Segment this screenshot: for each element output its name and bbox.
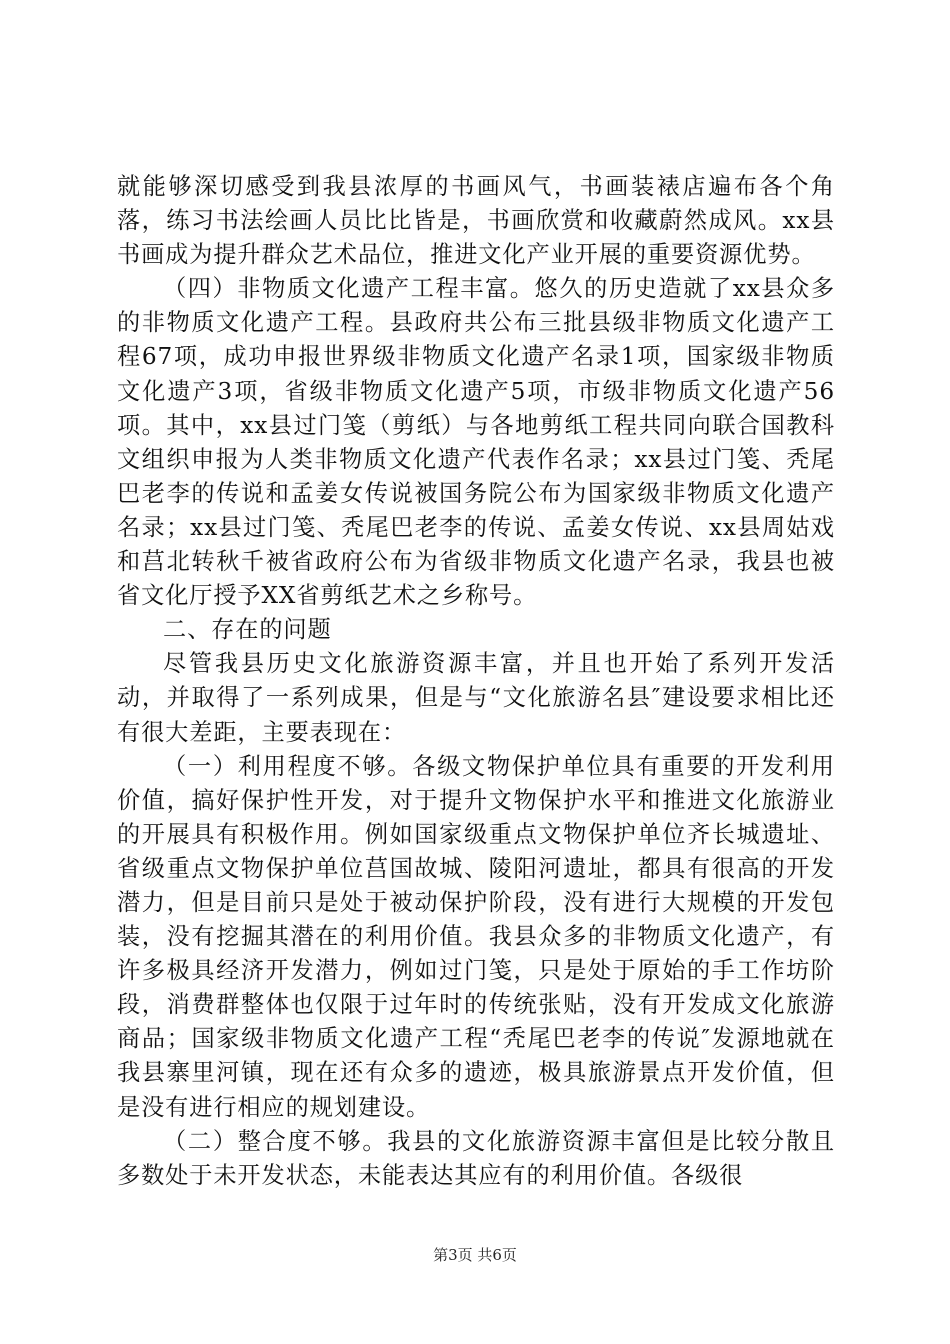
page-number-footer: 第3页 共6页 bbox=[433, 1246, 517, 1264]
paragraph-integration-insufficient: （二）整合度不够。我县的文化旅游资源丰富但是比较分散且多数处于未开发状态，未能表达其应有的利用价值。各级很 bbox=[117, 1127, 835, 1189]
paragraph-problems-intro: 尽管我县历史文化旅游资源丰富，并且也开始了系列开发活动，并取得了一系列成果，但是与“文化旅游名县″建设要求相比还有很大差距，主要表现在： bbox=[117, 650, 835, 746]
paragraph-intangible-heritage: （四）非物质文化遗产工程丰富。悠久的历史造就了xx县众多的非物质文化遗产工程。县政府共公布三批县级非物质文化遗产工程67项，成功申报世界级非物质文化遗产名录1项，国家级非物质文化遗产3项，省级非物质文化遗产5项，市级非物质文化遗产56项。其中，xx县过门笺（剪纸）与各地剪纸工程共同向联合国教科文组织申报为人类非物质文化遗产代表作名录；xx县过门笺、秃尾巴老李的传说和孟姜女传说被国务院公布为国家级非物质文化遗产名录；xx县过门笺、秃尾巴老李的传说、孟姜女传说、xx县周姑戏和莒北转秋千被省政府公布为省级非物质文化遗产名录，我县也被省文化厅授予XX省剪纸艺术之乡称号。 bbox=[117, 275, 835, 610]
paragraph-calligraphy-continued: 就能够深切感受到我县浓厚的书画风气，书画装裱店遍布各个角落，练习书法绘画人员比比皆是，书画欣赏和收藏蔚然成风。xx县书画成为提升群众艺术品位，推进文化产业开展的重要资源优势。 bbox=[117, 173, 835, 269]
section-heading-existing-problems: 二、存在的问题 bbox=[163, 616, 332, 644]
paragraph-utilization-insufficient: （一）利用程度不够。各级文物保护单位具有重要的开发利用价值，搞好保护性开发，对于提升文物保护水平和推进文化旅游业的开展具有积极作用。例如国家级重点文物保护单位齐长城遗址、省级重点文物保护单位莒国故城、陵阳河遗址，都具有很高的开发潜力，但是目前只是处于被动保护阶段，没有进行大规模的开发包装，没有挖掘其潜在的利用价值。我县众多的非物质文化遗产，有许多极具经济开发潜力，例如过门笺，只是处于原始的手工作坊阶段，消费群整体也仅限于过年时的传统张贴，没有开发成文化旅游商品；国家级非物质文化遗产工程“秃尾巴老李的传说″发源地就在我县寨里河镇，现在还有众多的遗迹，极具旅游景点开发价值，但是没有进行相应的规划建设。 bbox=[117, 752, 835, 1121]
document-body bbox=[117, 170, 835, 1193]
